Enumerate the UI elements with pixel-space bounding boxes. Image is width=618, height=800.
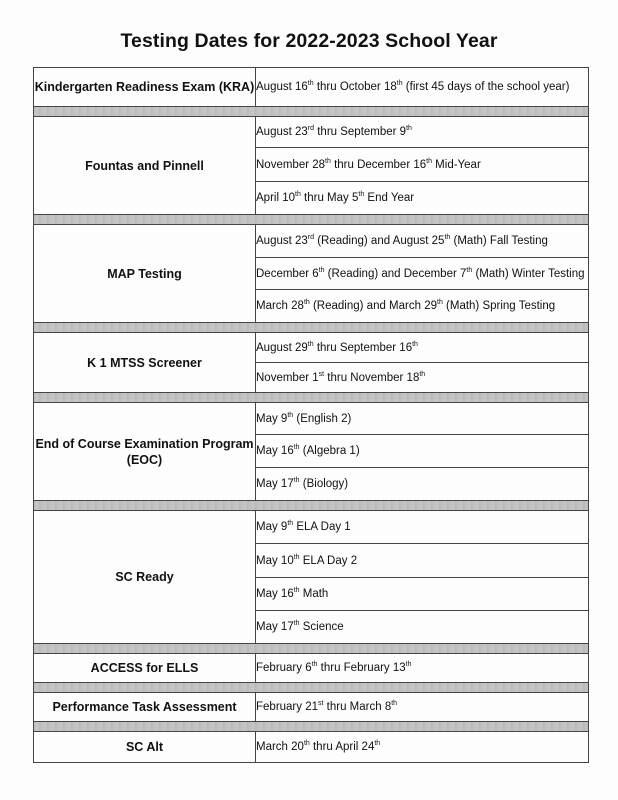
test-name-map-testing: MAP Testing <box>34 225 256 323</box>
table-row <box>34 333 589 363</box>
date-suffix: st <box>318 700 324 707</box>
test-date-cell <box>256 732 589 763</box>
date-text: End Year <box>364 192 415 204</box>
separator-row <box>34 722 589 732</box>
date-text: thru October 18 <box>313 81 397 93</box>
date-suffix: th <box>437 299 443 306</box>
date-text: August 23 <box>256 235 308 247</box>
date-text: (Reading) and December 7 <box>324 267 467 280</box>
separator-cell <box>34 683 589 693</box>
date-suffix: rd <box>307 125 315 132</box>
date-suffix: th <box>311 661 318 668</box>
separator-cell <box>34 215 589 225</box>
separator-cell <box>34 722 589 732</box>
date-text: (Math) Fall Testing <box>450 235 548 247</box>
test-date-cell <box>256 578 589 611</box>
separator-cell <box>34 501 589 511</box>
date-text: (Reading) and August 25 <box>314 235 445 247</box>
date-text: Mid-Year <box>431 158 481 171</box>
table-row <box>34 68 589 107</box>
testing-schedule-table <box>33 67 589 763</box>
test-date-cell <box>256 182 589 215</box>
test-date-cell <box>256 611 589 644</box>
test-date-cell <box>256 403 589 435</box>
test-date-cell <box>256 333 589 363</box>
table-row <box>34 654 589 683</box>
table-row <box>34 117 589 148</box>
date-text: May 17 <box>256 621 294 633</box>
date-text: May 16 <box>256 588 294 600</box>
date-suffix: th <box>426 157 432 165</box>
test-name-sc-ready: SC Ready <box>34 511 256 644</box>
date-text: Math <box>299 588 329 600</box>
date-suffix: th <box>325 157 331 165</box>
test-name-end-of-course-examination-program-eoc: End of Course Examination Program (EOC) <box>34 403 256 501</box>
test-date-cell <box>256 290 589 323</box>
date-text: August 23 <box>256 126 308 138</box>
date-text: (Reading) and March 29 <box>309 300 437 312</box>
date-suffix: th <box>307 80 314 87</box>
date-suffix: th <box>307 340 314 348</box>
date-suffix: th <box>293 477 300 484</box>
date-text: November 1 <box>256 371 319 384</box>
date-text: May 9 <box>256 521 288 533</box>
test-date-cell <box>256 468 589 501</box>
date-suffix: rd <box>307 234 315 241</box>
date-suffix: th <box>293 620 300 627</box>
separator-row <box>34 644 589 654</box>
date-text: ELA Day 2 <box>299 554 358 567</box>
date-text: thru September 16 <box>313 341 413 354</box>
separator-row <box>34 107 589 117</box>
date-suffix: th <box>391 700 398 707</box>
table-row <box>34 511 589 544</box>
date-text: February 6 <box>256 662 312 674</box>
test-date-cell <box>256 148 589 182</box>
date-suffix: th <box>396 80 403 87</box>
test-name-fountas-and-pinnell: Fountas and Pinnell <box>34 117 256 215</box>
test-date-cell <box>256 693 589 722</box>
separator-row <box>34 393 589 403</box>
test-name-sc-alt: SC Alt <box>34 732 256 763</box>
date-text: thru September 9 <box>314 126 407 138</box>
date-text: Science <box>299 621 344 633</box>
date-suffix: th <box>419 370 426 378</box>
test-name-performance-task-assessment: Performance Task Assessment <box>34 693 256 722</box>
date-text: August 16 <box>256 81 308 93</box>
table-row <box>34 732 589 763</box>
test-date-cell <box>256 225 589 258</box>
date-text: thru February 13 <box>317 662 406 674</box>
test-date-cell <box>256 544 589 578</box>
date-text: February 21 <box>256 701 319 713</box>
date-suffix: th <box>303 299 310 306</box>
date-text: August 29 <box>256 341 308 354</box>
date-text: (Algebra 1) <box>299 445 360 457</box>
date-suffix: th <box>374 740 381 747</box>
separator-cell <box>34 107 589 117</box>
test-date-cell <box>256 435 589 468</box>
test-date-cell <box>256 258 589 290</box>
date-suffix: th <box>405 661 412 668</box>
separator-row <box>34 323 589 333</box>
date-text: (Math) Spring Testing <box>442 300 556 312</box>
test-name-access-for-ells: ACCESS for ELLS <box>34 654 256 683</box>
date-text: May 17 <box>256 478 294 490</box>
test-date-cell <box>256 654 589 683</box>
date-text: ELA Day 1 <box>293 521 351 533</box>
date-suffix: th <box>318 266 325 274</box>
date-text: thru December 16 <box>330 158 427 171</box>
separator-cell <box>34 323 589 333</box>
date-text: March 20 <box>256 741 304 753</box>
date-suffix: th <box>295 191 301 198</box>
date-text: thru March 8 <box>323 701 392 713</box>
date-suffix: th <box>466 266 473 274</box>
date-suffix: th <box>293 553 300 561</box>
date-text: May 10 <box>256 554 294 567</box>
page-title: Testing Dates for 2022-2023 School Year <box>120 30 498 52</box>
date-text: May 16 <box>256 445 294 457</box>
date-suffix: th <box>303 740 310 747</box>
table-row <box>34 693 589 722</box>
date-text: (first 45 days of the school year) <box>402 81 570 93</box>
separator-row <box>34 501 589 511</box>
date-text: April 10 <box>256 192 295 204</box>
date-text: thru April 24 <box>309 741 375 753</box>
table-row <box>34 225 589 258</box>
test-date-cell <box>256 363 589 393</box>
date-text: May 9 <box>256 412 288 425</box>
date-text: thru November 18 <box>324 371 420 384</box>
date-suffix: th <box>287 411 294 419</box>
test-date-cell <box>256 511 589 544</box>
date-text: (English 2) <box>293 412 352 425</box>
date-suffix: st <box>318 370 325 378</box>
date-suffix: th <box>293 587 300 594</box>
date-suffix: th <box>412 340 418 348</box>
table-row <box>34 403 589 435</box>
date-text: thru May 5 <box>300 192 359 204</box>
test-name-k-1-mtss-screener: K 1 MTSS Screener <box>34 333 256 393</box>
date-suffix: th <box>358 191 365 198</box>
date-suffix: th <box>444 234 451 241</box>
date-text: (Biology) <box>299 478 349 490</box>
date-text: (Math) Winter Testing <box>472 267 585 280</box>
test-date-cell <box>256 68 589 107</box>
test-date-cell <box>256 117 589 148</box>
date-text: November 28 <box>256 158 326 171</box>
date-suffix: th <box>406 125 412 132</box>
date-text: December 6 <box>256 267 319 280</box>
separator-row <box>34 215 589 225</box>
date-suffix: th <box>293 444 300 451</box>
date-text: March 28 <box>256 300 304 312</box>
test-name-kindergarten-readiness-exam-kra: Kindergarten Readiness Exam (KRA) <box>34 68 256 107</box>
separator-row <box>34 683 589 693</box>
date-suffix: th <box>287 520 294 527</box>
separator-cell <box>34 393 589 403</box>
separator-cell <box>34 644 589 654</box>
